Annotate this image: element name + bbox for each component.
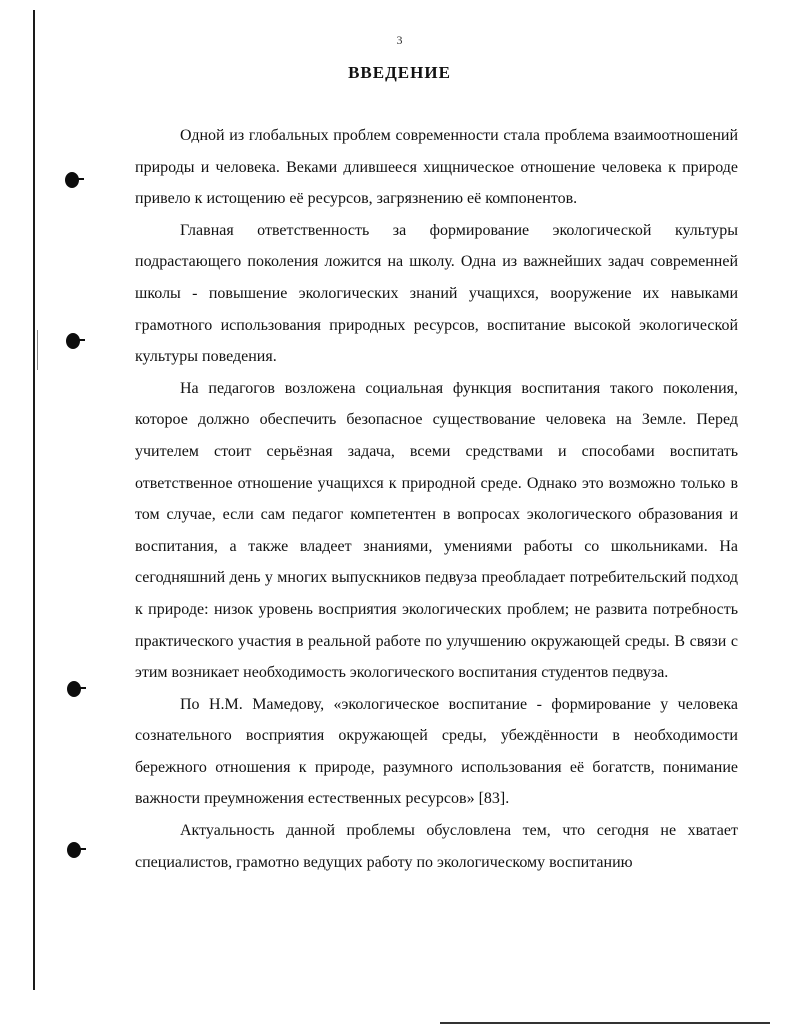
paragraph: Одной из глобальных проблем современности стала проблема взаимоотношений природы и человека. Веками длившееся хищническое отношение человека к природе привело к истощению её ресурсов, загрязнению её компонентов. — [135, 127, 738, 208]
binder-hole-mark — [67, 681, 81, 697]
page-number: 3 — [396, 33, 403, 47]
paragraph: На педагогов возложена социальная функция воспитания такого поколения, которое должно обеспечить безопасное существование человека на Земле. Перед учителем стоит серьёзная задача, всеми средствами и способами воспитать ответственное отношение учащихся к природной среде. Однако это возможно только в том случае, если сам педагог компетентен в вопросах экологического образования и воспитания, а также владеет знаниями, умениями работы со школьниками. На сегодняшний день у многих выпускников педвуза преобладает потребительский подход к природе: низок уровень восприятия экологических проблем; не развита потребность практического участия в реальной работе по улучшению окружающей среды. В связи с этим возникает необходимость экологического воспитания студентов педвуза. — [135, 379, 738, 682]
binder-hole-mark — [66, 333, 80, 349]
page-title: ВВЕДЕНИЕ — [348, 63, 451, 82]
binder-hole-mark — [67, 842, 81, 858]
scan-bottom-line — [440, 1022, 770, 1024]
paragraph: Главная ответственность за формирование экологической культуры подрастающего поколения ложится на школу. Одна из важнейших задач современней школы - повышение экологических знаний учащихся, вооружение их навыками грамотного использования природных ресурсов, воспитание высокой экологической культуры поведения. — [135, 221, 738, 366]
binder-hole-mark — [65, 172, 79, 188]
paragraph: Актуальность данной проблемы обусловлена тем, что сегодня не хватает специалистов, грамотно ведущих работу по экологическому воспитанию — [135, 822, 738, 871]
scan-edge-mark — [37, 330, 38, 370]
body-text — [135, 120, 738, 878]
scan-edge-line — [33, 10, 35, 990]
paragraph: По Н.М. Мамедову, «экологическое воспитание - формирование у человека сознательного восприятия окружающей среды, убеждённости в необходимости бережного отношения к природе, разумного использования её богатств, понимание важности преумножения естественных ресурсов» [83]. — [135, 695, 738, 808]
